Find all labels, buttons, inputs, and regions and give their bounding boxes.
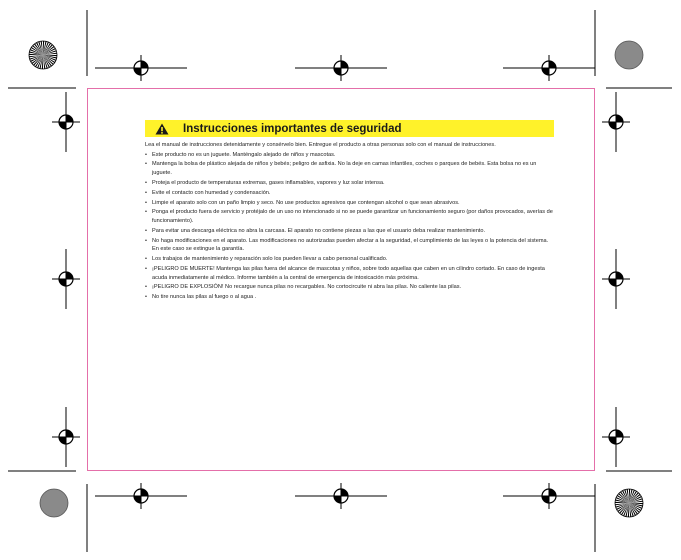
registration-mark <box>95 483 187 509</box>
starburst-mark <box>29 41 57 69</box>
list-item: • Para evitar una descarga eléctrica no abra la carcasa. El aparato no contiene piezas a las que el usuario deba realizar mantenimiento. <box>145 227 555 236</box>
starburst-mark <box>615 489 643 517</box>
safety-instructions <box>145 141 555 303</box>
list-item: • Ponga el producto fuera de servicio y protéjalo de un uso no intencionado si no se puede garantizar un funcionamiento seguro (por daños provocados, averías de funcionamiento). <box>145 208 555 225</box>
registration-mark <box>602 407 630 467</box>
registration-mark <box>52 249 80 309</box>
registration-mark <box>503 55 595 81</box>
list-item: • Los trabajos de mantenimiento y reparación solo los pueden llevar a cabo personal cualificado. <box>145 255 555 264</box>
registration-mark <box>295 483 387 509</box>
list-item: • Este producto no es un juguete. Manténgalo alejado de niños y mascotas. <box>145 151 555 160</box>
registration-mark <box>52 92 80 152</box>
list-item: • Mantenga la bolsa de plástico alejada de niños y bebés; peligro de asfixia. No la deje en camas infantiles, coches o parques de bebés. Esta bolsa no es un juguete. <box>145 160 555 177</box>
list-item: • ¡PELIGRO DE MUERTE! Mantenga las pilas fuera del alcance de mascotas y niños, sobre todo aquellas que caben en un cilindro cortado. En caso de ingesta acuda inmediatamente al médico. Informe también a la central de emergencia de intoxicación más próxima. <box>145 265 555 282</box>
list-item: • No haga modificaciones en el aparato. Las modificaciones no autorizadas pueden afectar a la seguridad, el cumplimiento de las leyes o la potencia del sistema. En este caso se extingue la garantía. <box>145 237 555 254</box>
registration-mark <box>602 249 630 309</box>
list-item: • Limpie el aparato solo con un paño limpio y seco. No use productos agresivos que contengan alcohol o que sean abrasivos. <box>145 199 555 208</box>
gray-density-mark <box>615 41 643 69</box>
warning-triangle-icon <box>149 123 175 135</box>
intro-paragraph: Lea el manual de instrucciones detenidamente y consérvelo bien. Entregue el producto a otras personas solo con el manual de instrucciones. <box>145 142 496 148</box>
registration-mark <box>503 483 595 509</box>
list-item: • Proteja el producto de temperaturas extremas, gases inflamables, vapores y luz solar intensa. <box>145 179 555 188</box>
registration-mark <box>95 55 187 81</box>
registration-mark <box>295 55 387 81</box>
banner-title: Instrucciones importantes de seguridad <box>183 122 402 135</box>
gray-density-mark <box>40 489 68 517</box>
list-item: • Evite el contacto con humedad y condensación. <box>145 189 555 198</box>
list-item: • No tire nunca las pilas al fuego o al agua . <box>145 293 555 302</box>
list-item: • ¡PELIGRO DE EXPLOSIÓN! No recargue nunca pilas no recargables. No cortocircuite ni abra las pilas. No caliente las pilas. <box>145 283 555 292</box>
registration-mark <box>602 92 630 152</box>
registration-mark <box>52 407 80 467</box>
instruction-list <box>145 151 555 302</box>
safety-banner <box>145 120 554 137</box>
